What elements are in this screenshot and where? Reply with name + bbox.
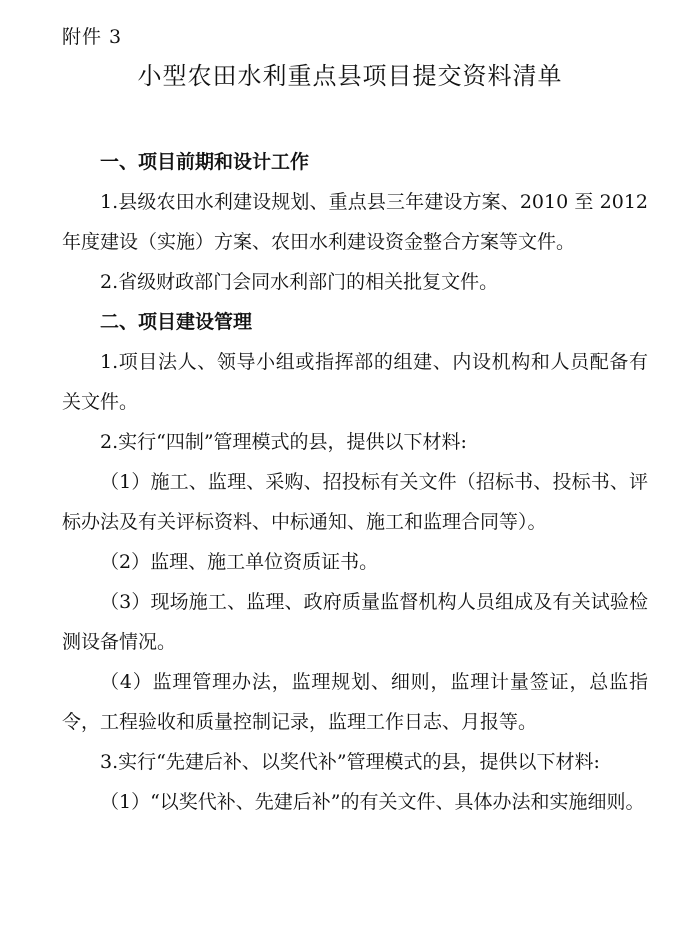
paragraph: 1.项目法人、领导小组或指挥部的组建、内设机构和人员配备有关文件。 (62, 351, 648, 413)
paragraph: 2.省级财政部门会同水利部门的相关批复文件。 (100, 271, 499, 293)
paragraph: （1）施工、监理、采购、招投标有关文件（招标书、投标书、评标办法及有关评标资料、中标通知、施工和监理合同等）。 (62, 471, 648, 533)
paragraph: 3.实行“先建后补、以奖代补”管理模式的县，提供以下材料: (100, 751, 600, 773)
document-title: 小型农田水利重点县项目提交资料清单 (137, 62, 563, 90)
paragraph: （3）现场施工、监理、政府质量监督机构人员组成及有关试验检测设备情况。 (62, 591, 648, 653)
section-heading-management: 二、项目建设管理 (100, 311, 253, 333)
paragraph: （2）监理、施工单位资质证书。 (100, 551, 379, 573)
paragraph: （4）监理管理办法，监理规划、细则，监理计量签证，总监指令，工程验收和质量控制记录，监理工作日志、月报等。 (62, 671, 648, 733)
document-body (62, 142, 648, 822)
paragraph: 1.县级农田水利建设规划、重点县三年建设方案、2010 至 2012 年度建设（实施）方案、农田水利建设资金整合方案等文件。 (62, 191, 648, 253)
section-heading-preliminary: 一、项目前期和设计工作 (100, 151, 310, 173)
paragraph: （1）“以奖代补、先建后补”的有关文件、具体办法和实施细则。 (100, 791, 645, 813)
attachment-label: 附件 3 (62, 26, 123, 48)
paragraph: 2.实行“四制”管理模式的县，提供以下材料: (100, 431, 467, 453)
